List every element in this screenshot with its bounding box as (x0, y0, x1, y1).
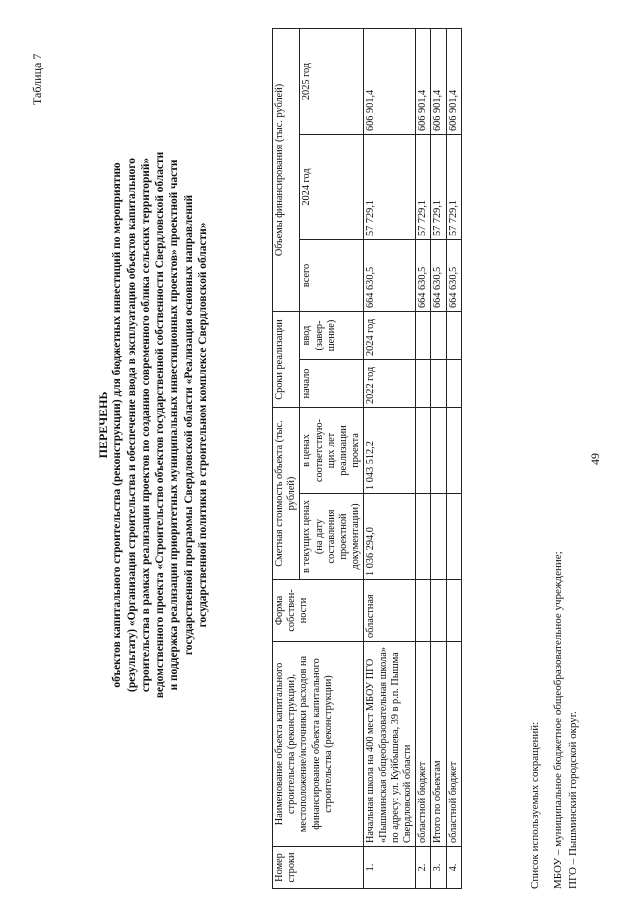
header-row-number: Номер строки (273, 847, 364, 889)
row-cost-actual (431, 408, 446, 494)
document-title (96, 115, 210, 735)
row-end (431, 311, 446, 359)
objects-table (272, 28, 462, 889)
page-number: 49 (588, 453, 602, 465)
row-total: 664 630,5 (364, 239, 416, 311)
header-cost-current: в текущих ценах (на дату составления проектной документации) (300, 494, 364, 580)
row-total: 664 630,5 (446, 239, 461, 311)
row-cost-actual (416, 408, 431, 494)
row-2025: 606 901,4 (431, 28, 446, 134)
row-2024: 57 729,1 (446, 134, 461, 239)
row-cost-current (416, 494, 431, 580)
row-cost-current (446, 494, 461, 580)
title-line: строительства в рамках реализации проектов по созданию современного облика сельских территорий» (139, 157, 152, 693)
header-cost-actual: в ценах соответствую-щих лет реализации проекта (300, 408, 364, 494)
row-end (446, 311, 461, 359)
row-start (416, 360, 431, 408)
row-cost-current: 1 036 294,0 (364, 494, 416, 580)
row-total: 664 630,5 (416, 239, 431, 311)
row-end: 2024 год (364, 311, 416, 359)
row-start: 2022 год (364, 360, 416, 408)
row-cost-actual: 1 043 512,2 (364, 408, 416, 494)
title-line: и поддержка реализации приоритетных муниципальных инвестиционных проектов» проектной части (168, 159, 181, 691)
row-ownership (416, 580, 431, 642)
row-2024: 57 729,1 (431, 134, 446, 239)
title-main: ПЕРЕЧЕНЬ (96, 391, 110, 459)
row-name: областной бюджет (446, 642, 461, 847)
row-number: 4. (446, 847, 461, 889)
row-start (431, 360, 446, 408)
row-number: 2. (416, 847, 431, 889)
row-ownership (431, 580, 446, 642)
row-ownership (446, 580, 461, 642)
row-2025: 606 901,4 (446, 28, 461, 134)
header-object-name: Наименование объекта капитального строительства (реконструкции), местоположение/источники расходов на финансирование объекта капитального строительства (реконструкции) (273, 642, 364, 847)
row-2025: 606 901,4 (416, 28, 431, 134)
row-2024: 57 729,1 (416, 134, 431, 239)
row-cost-current (431, 494, 446, 580)
header-year-2024: 2024 год (300, 134, 364, 239)
abbreviation-item: ПГО – Пышминский городской округ. (567, 711, 579, 889)
title-line: государственной политики в строительном комплексе Свердловской области» (197, 222, 210, 628)
header-ownership: Форма собствен-ности (273, 580, 364, 642)
row-number: 1. (364, 847, 416, 889)
row-end (416, 311, 431, 359)
header-financing: Объемы финансирования (тыс. рублей) (273, 28, 300, 311)
row-2024: 57 729,1 (364, 134, 416, 239)
abbreviation-item: МБОУ – муниципальное бюджетное общеобразовательное учреждение; (552, 551, 564, 889)
abbreviations-title: Список используемых сокращений: (529, 721, 541, 889)
row-2025: 606 901,4 (364, 28, 416, 134)
table-row (364, 28, 416, 888)
title-line: (результату) «Организация строительства и обеспечение ввода в эксплуатацию объектов капитального (125, 158, 138, 692)
title-line: ведомственного проекта «Строительство объектов государственной собственности Свердловской области (154, 151, 167, 699)
abbreviations (528, 551, 581, 889)
title-line: объектов капитального строительства (реконструкции) для бюджетных инвестиций по мероприятию (111, 162, 124, 688)
table-row (416, 28, 431, 888)
header-estimated-cost: Сметная стоимость объекта (тыс. рублей) (273, 408, 300, 580)
row-start (446, 360, 461, 408)
row-name: областной бюджет (416, 642, 431, 847)
header-terms: Сроки реализации (273, 311, 300, 407)
header-total: всего (300, 239, 364, 311)
table-row (446, 28, 461, 888)
title-line: государственной программы Свердловской области «Реализация основных направлений (182, 194, 195, 656)
header-start: начало (300, 360, 364, 408)
table-row (431, 28, 446, 888)
row-name: Начальная школа на 400 мест МБОУ ПГО «Пышминская общеобразовательная школа» по адресу: ул. Куйбышева, 39 в р.п. Пышма Свердловской области (364, 642, 416, 847)
header-commissioning: ввод (завер-шение) (300, 311, 364, 359)
header-year-2025: 2025 год (300, 28, 364, 134)
row-number: 3. (431, 847, 446, 889)
row-total: 664 630,5 (431, 239, 446, 311)
row-name: Итого по объектам (431, 642, 446, 847)
row-cost-actual (446, 408, 461, 494)
row-ownership: областная (364, 580, 416, 642)
table-caption: Таблица 7 (30, 53, 44, 105)
